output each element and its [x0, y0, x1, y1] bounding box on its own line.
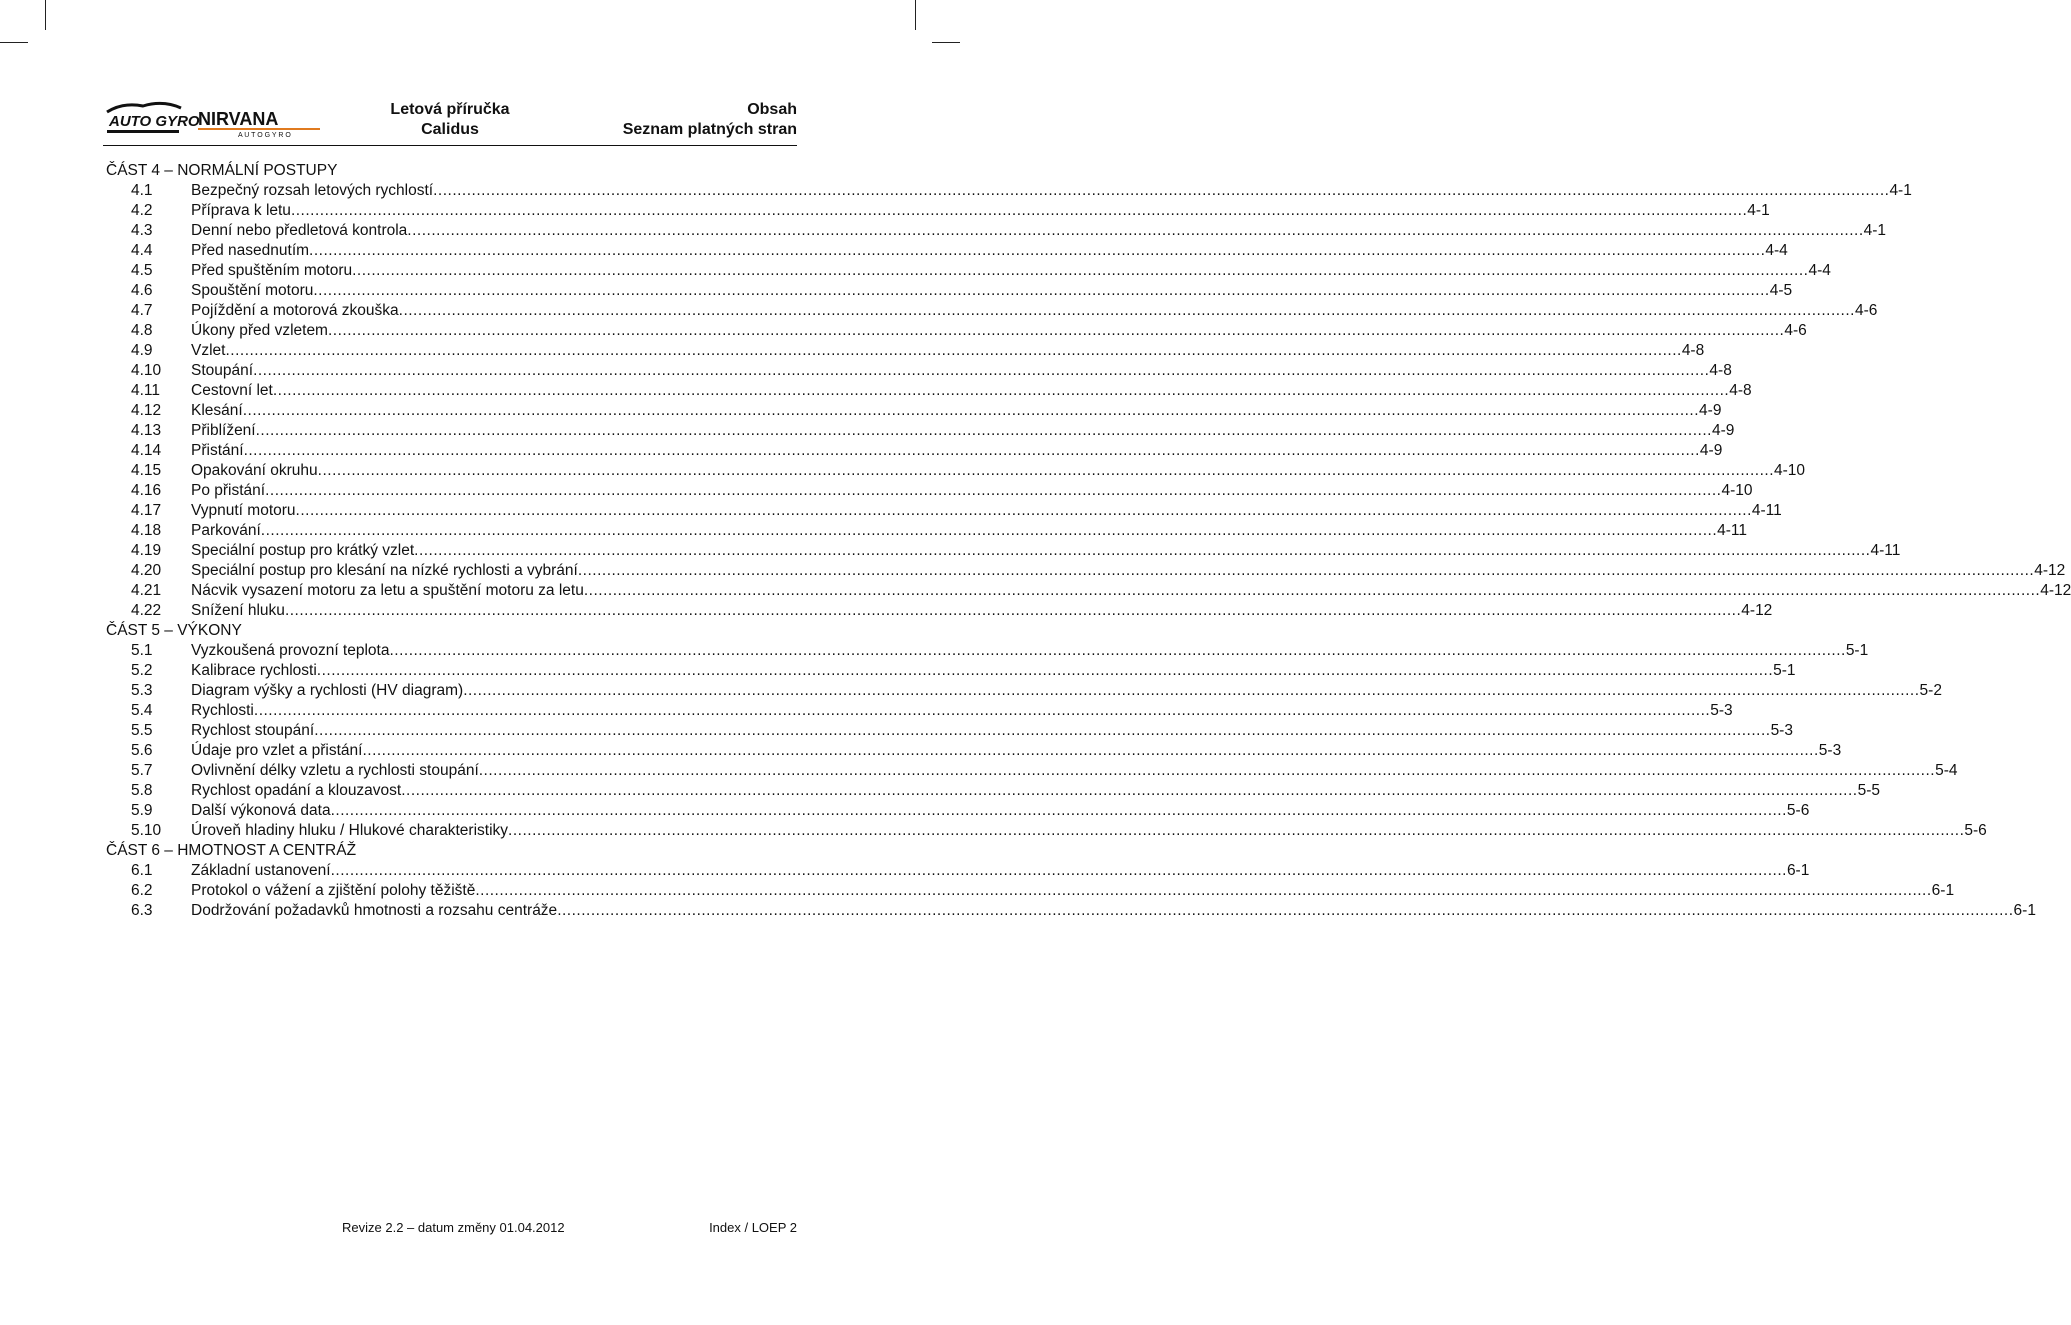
toc-leader-dots — [401, 781, 1857, 801]
toc-entry — [106, 781, 1880, 801]
toc-entry-title: Opakování okruhu — [191, 462, 318, 479]
toc-entry-page: 5-5 — [1857, 782, 1880, 799]
toc-entry-page: 5-3 — [1710, 702, 1733, 719]
toc-entry — [106, 281, 1793, 301]
toc-leader-dots — [318, 461, 1774, 481]
toc-entry-page: 4-1 — [1863, 222, 1887, 239]
toc-entry — [106, 501, 1782, 521]
toc-entry-title: Pojíždění a motorová zkouška — [191, 302, 399, 319]
toc-entry-number: 4.10 — [131, 362, 162, 379]
toc-leader-dots — [253, 361, 1709, 381]
toc-leader-dots — [296, 501, 1752, 521]
toc-entry-page: 5-1 — [1773, 662, 1796, 679]
toc-entry-title: Příprava k letu — [191, 202, 291, 219]
toc-entry-line — [191, 861, 1810, 881]
toc-entry-page: 4-4 — [1765, 242, 1788, 259]
toc-entry — [106, 381, 1752, 401]
toc-entry-title: Po přistání — [191, 482, 266, 499]
toc-entry-number: 5.9 — [131, 802, 153, 819]
toc-leader-dots — [584, 581, 2040, 601]
toc-entry — [106, 461, 1806, 481]
toc-entry-title: Rychlost opadání a klouzavost — [191, 782, 402, 799]
toc-entry — [106, 581, 2071, 601]
toc-entry-page: 5-6 — [1964, 822, 1987, 839]
toc-entry-line — [191, 801, 1810, 821]
toc-leader-dots — [463, 681, 1919, 701]
toc-entry-number: 4.4 — [131, 242, 153, 259]
section-title-line1: Obsah — [747, 101, 797, 118]
toc-entry-number: 4.8 — [131, 322, 153, 339]
toc-entry-line — [191, 341, 1705, 361]
toc-leader-dots — [309, 241, 1765, 261]
toc-entry-title: Přistání — [191, 442, 244, 459]
toc-leader-dots — [557, 901, 2013, 921]
toc-leader-dots — [254, 701, 1710, 721]
toc-entry-line — [191, 481, 1753, 501]
toc-entry-number: 4.21 — [131, 582, 162, 599]
crop-mark-top-right — [915, 0, 916, 30]
toc-entry-number: 4.5 — [131, 262, 153, 279]
toc-entry-title: Přiblížení — [191, 422, 256, 439]
toc-entry-line — [191, 221, 1887, 241]
toc-entry — [106, 341, 1705, 361]
toc-entry — [106, 221, 1887, 241]
toc-entry-title: Další výkonová data — [191, 802, 331, 819]
toc-entry — [106, 241, 1788, 261]
toc-entry — [106, 681, 1942, 701]
toc-leader-dots — [352, 261, 1808, 281]
toc-entry-number: 4.12 — [131, 402, 162, 419]
toc-entry-title: Před spuštěním motoru — [191, 262, 353, 279]
toc-leader-dots — [479, 761, 1935, 781]
toc-entry-page: 6-1 — [1786, 862, 1810, 879]
toc-entry-line — [191, 401, 1722, 421]
toc-entry-line — [191, 881, 1955, 901]
toc-entry-page: 4-10 — [1774, 462, 1806, 479]
toc-entry — [106, 201, 1770, 221]
toc-entry-number: 5.8 — [131, 782, 153, 799]
toc-entry-title: Úkony před vzletem — [191, 322, 328, 339]
toc-entry-line — [191, 441, 1723, 461]
toc-entry-line — [191, 201, 1770, 221]
footer-page-id: Index / LOEP 2 — [709, 1220, 797, 1235]
page-header — [103, 96, 797, 146]
toc-entry — [106, 721, 1793, 741]
toc-entry-title: Diagram výšky a rychlosti (HV diagram) — [191, 682, 464, 699]
toc-leader-dots — [475, 881, 1931, 901]
toc-entry-number: 5.10 — [131, 822, 162, 839]
toc-entry-page: 5-6 — [1786, 802, 1810, 819]
toc-entry-title: Denní nebo předletová kontrola — [191, 222, 408, 239]
table-of-contents — [106, 161, 2071, 921]
toc-entry-line — [191, 361, 1732, 381]
toc-entry-page: 5-1 — [1845, 642, 1869, 659]
toc-entry — [106, 561, 2066, 581]
toc-entry — [106, 401, 1722, 421]
toc-leader-dots — [285, 601, 1741, 621]
toc-leader-dots — [244, 441, 1700, 461]
toc-leader-dots — [414, 541, 1870, 561]
manual-title — [363, 100, 537, 140]
toc-entry-title: Vzlet — [191, 342, 226, 359]
toc-leader-dots — [389, 641, 1845, 661]
toc-entry-page: 4-12 — [2034, 562, 2066, 579]
toc-entry-number: 4.1 — [131, 182, 153, 199]
toc-entry-page: 4-6 — [1784, 322, 1807, 339]
toc-entry-line — [191, 741, 1842, 761]
section-title — [623, 100, 797, 140]
toc-entry-line — [191, 281, 1793, 301]
toc-entry-page: 4-4 — [1808, 262, 1831, 279]
toc-entry-page: 5-4 — [1935, 762, 1958, 779]
toc-entry-number: 4.6 — [131, 282, 153, 299]
toc-entry-page: 4-9 — [1699, 442, 1723, 459]
toc-entry-number: 4.9 — [131, 342, 153, 359]
toc-entry — [106, 661, 1796, 681]
toc-part-title: ČÁST 4 – NORMÁLNÍ POSTUPY — [106, 162, 338, 179]
crop-mark-top-left — [45, 0, 46, 30]
manual-title-line1: Letová příručka — [390, 101, 510, 118]
toc-entry-number: 5.1 — [131, 642, 153, 659]
toc-entry-page: 4-1 — [1889, 182, 1912, 199]
crop-mark-top-left-h — [0, 42, 28, 43]
toc-entry-line — [191, 561, 2066, 581]
toc-entry-page: 4-8 — [1729, 382, 1752, 399]
toc-entry-page: 4-11 — [1717, 522, 1748, 539]
toc-entry-page: 4-11 — [1870, 542, 1901, 559]
toc-entry-title: Nácvik vysazení motoru za letu a spuštění motoru za letu — [191, 582, 584, 599]
toc-entry — [106, 261, 1831, 281]
toc-entry-line — [191, 581, 2071, 601]
nirvana-logo — [198, 108, 328, 147]
toc-entry-number: 5.2 — [131, 662, 153, 679]
toc-entry-title: Stoupání — [191, 362, 254, 379]
footer-revision: Revize 2.2 – datum změny 01.04.2012 — [342, 1220, 565, 1235]
toc-entry-title: Vypnutí motoru — [191, 502, 296, 519]
toc-entry-number: 4.3 — [131, 222, 153, 239]
toc-entry-line — [191, 241, 1788, 261]
toc-entry-page: 6-1 — [2013, 902, 2036, 919]
autogyro-logo — [103, 100, 200, 147]
toc-entry — [106, 481, 1753, 501]
toc-entry — [106, 321, 1807, 341]
toc-entry-number: 4.20 — [131, 562, 162, 579]
toc-entry-line — [191, 901, 2036, 921]
toc-entry-title: Rychlosti — [191, 702, 254, 719]
toc-leader-dots — [433, 181, 1889, 201]
toc-entry-number: 4.13 — [131, 422, 162, 439]
toc-entry — [106, 521, 1748, 541]
toc-entry-title: Kalibrace rychlosti — [191, 662, 317, 679]
toc-entry-number: 6.2 — [131, 882, 153, 899]
svg-text:NIRVANA: NIRVANA — [198, 109, 279, 129]
toc-entry — [106, 441, 1723, 461]
toc-entry-page: 5-3 — [1818, 742, 1842, 759]
toc-entry — [106, 181, 1912, 201]
toc-leader-dots — [273, 381, 1729, 401]
toc-leader-dots — [331, 801, 1787, 821]
toc-entry — [106, 361, 1732, 381]
toc-entry-title: Před nasednutím — [191, 242, 310, 259]
toc-entry-line — [191, 661, 1796, 681]
toc-entry-page: 4-8 — [1681, 342, 1705, 359]
toc-entry — [106, 801, 1810, 821]
toc-entry — [106, 601, 1773, 621]
toc-entry-page: 5-3 — [1770, 722, 1793, 739]
toc-entry-line — [191, 781, 1880, 801]
toc-entry-page: 4-5 — [1769, 282, 1793, 299]
toc-leader-dots — [261, 521, 1717, 541]
toc-entry — [106, 861, 1810, 881]
toc-entry — [106, 641, 1869, 661]
toc-entry-title: Úroveň hladiny hluku / Hlukové charakteristiky — [191, 822, 509, 839]
toc-entry-number: 4.14 — [131, 442, 162, 459]
toc-entry-title: Speciální postup pro klesání na nízké rychlosti a vybrání — [191, 562, 578, 579]
toc-entry-number: 5.4 — [131, 702, 153, 719]
toc-entry-title: Speciální postup pro krátký vzlet — [191, 542, 415, 559]
toc-leader-dots — [265, 481, 1721, 501]
toc-entry-page: 4-8 — [1709, 362, 1732, 379]
toc-entry-line — [191, 181, 1912, 201]
toc-entry-page: 4-10 — [1721, 482, 1753, 499]
toc-entry — [106, 881, 1955, 901]
toc-leader-dots — [314, 721, 1770, 741]
toc-leader-dots — [243, 401, 1699, 421]
toc-entry-title: Ovlivnění délky vzletu a rychlosti stoupání — [191, 762, 479, 779]
toc-entry-title: Protokol o vážení a zjištění polohy těžiště — [191, 882, 476, 899]
toc-entry-number: 4.22 — [131, 602, 162, 619]
toc-entry-number: 4.7 — [131, 302, 153, 319]
toc-entry — [106, 901, 2036, 921]
toc-entry-number: 4.11 — [131, 382, 161, 399]
toc-entry-line — [191, 701, 1733, 721]
toc-leader-dots — [313, 281, 1769, 301]
toc-entry-title: Parkování — [191, 522, 261, 539]
toc-part-heading — [106, 621, 797, 641]
toc-entry-page: 6-1 — [1931, 882, 1955, 899]
toc-entry-line — [191, 641, 1869, 661]
toc-entry-title: Spouštění motoru — [191, 282, 314, 299]
toc-leader-dots — [508, 821, 1964, 841]
toc-entry-page: 4-1 — [1747, 202, 1770, 219]
toc-entry-line — [191, 821, 1987, 841]
toc-entry-page: 4-6 — [1854, 302, 1878, 319]
toc-leader-dots — [256, 421, 1712, 441]
toc-entry-title: Bezpečný rozsah letových rychlostí — [191, 182, 434, 199]
crop-mark-top-right-h — [932, 42, 960, 43]
toc-entry-title: Základní ustanovení — [191, 862, 331, 879]
toc-entry-number: 6.3 — [131, 902, 153, 919]
toc-entry-title: Vyzkoušená provozní teplota — [191, 642, 390, 659]
toc-entry — [106, 301, 1878, 321]
toc-entry-number: 5.3 — [131, 682, 153, 699]
toc-part-title: ČÁST 6 – HMOTNOST A CENTRÁŽ — [106, 842, 357, 859]
toc-entry-line — [191, 421, 1735, 441]
toc-entry-line — [191, 461, 1806, 481]
toc-entry-page: 4-12 — [2040, 582, 2071, 599]
toc-entry-number: 4.16 — [131, 482, 162, 499]
toc-part-heading — [106, 161, 797, 181]
toc-leader-dots — [578, 561, 2034, 581]
toc-entry-line — [191, 721, 1793, 741]
toc-entry-page: 4-9 — [1711, 422, 1735, 439]
toc-entry-number: 4.19 — [131, 542, 162, 559]
toc-entry — [106, 821, 1987, 841]
toc-part-title: ČÁST 5 – VÝKONY — [106, 622, 242, 639]
toc-entry-line — [191, 261, 1831, 281]
toc-entry-title: Snížení hluku — [191, 602, 285, 619]
toc-entry-number: 5.7 — [131, 762, 153, 779]
toc-entry-line — [191, 381, 1752, 401]
toc-leader-dots — [225, 341, 1681, 361]
toc-entry-line — [191, 681, 1942, 701]
toc-entry-number: 4.2 — [131, 202, 153, 219]
toc-entry-title: Klesání — [191, 402, 243, 419]
toc-entry-title: Údaje pro vzlet a přistání — [191, 742, 363, 759]
toc-entry — [106, 421, 1735, 441]
toc-leader-dots — [328, 321, 1784, 341]
toc-leader-dots — [362, 741, 1818, 761]
toc-entry-number: 4.15 — [131, 462, 162, 479]
toc-entry-number: 4.18 — [131, 522, 162, 539]
section-title-line2: Seznam platných stran — [622, 121, 797, 138]
toc-entry-title: Cestovní let — [191, 382, 273, 399]
toc-entry-line — [191, 321, 1807, 341]
toc-entry-page: 5-2 — [1919, 682, 1942, 699]
toc-entry-line — [191, 761, 1958, 781]
svg-text:AUTO GYRO: AUTO GYRO — [109, 113, 200, 130]
toc-leader-dots — [291, 201, 1747, 221]
toc-entry-page: 4-11 — [1751, 502, 1782, 519]
toc-entry-title: Rychlost stoupání — [191, 722, 315, 739]
toc-entry-page: 4-12 — [1741, 602, 1773, 619]
svg-text:A U T O G Y R O: A U T O G Y R O — [238, 132, 291, 139]
toc-leader-dots — [407, 221, 1863, 241]
toc-entry-page: 4-9 — [1699, 402, 1722, 419]
toc-entry-line — [191, 601, 1773, 621]
toc-leader-dots — [399, 301, 1855, 321]
header-rule — [103, 145, 797, 146]
toc-part-heading — [106, 841, 797, 861]
toc-entry-number: 4.17 — [131, 502, 162, 519]
toc-entry-title: Dodržování požadavků hmotnosti a rozsahu centráže — [191, 902, 558, 919]
toc-entry — [106, 741, 1842, 761]
toc-entry — [106, 541, 1901, 561]
toc-entry-line — [191, 521, 1748, 541]
toc-entry-line — [191, 541, 1901, 561]
toc-leader-dots — [331, 861, 1787, 881]
toc-entry-number: 5.6 — [131, 742, 153, 759]
toc-entry-line — [191, 501, 1782, 521]
toc-entry-line — [191, 301, 1878, 321]
toc-entry-number: 5.5 — [131, 722, 153, 739]
toc-entry-number: 6.1 — [131, 862, 153, 879]
toc-entry — [106, 701, 1733, 721]
toc-entry — [106, 761, 1958, 781]
toc-leader-dots — [317, 661, 1773, 681]
manual-title-line2: Calidus — [421, 121, 479, 138]
